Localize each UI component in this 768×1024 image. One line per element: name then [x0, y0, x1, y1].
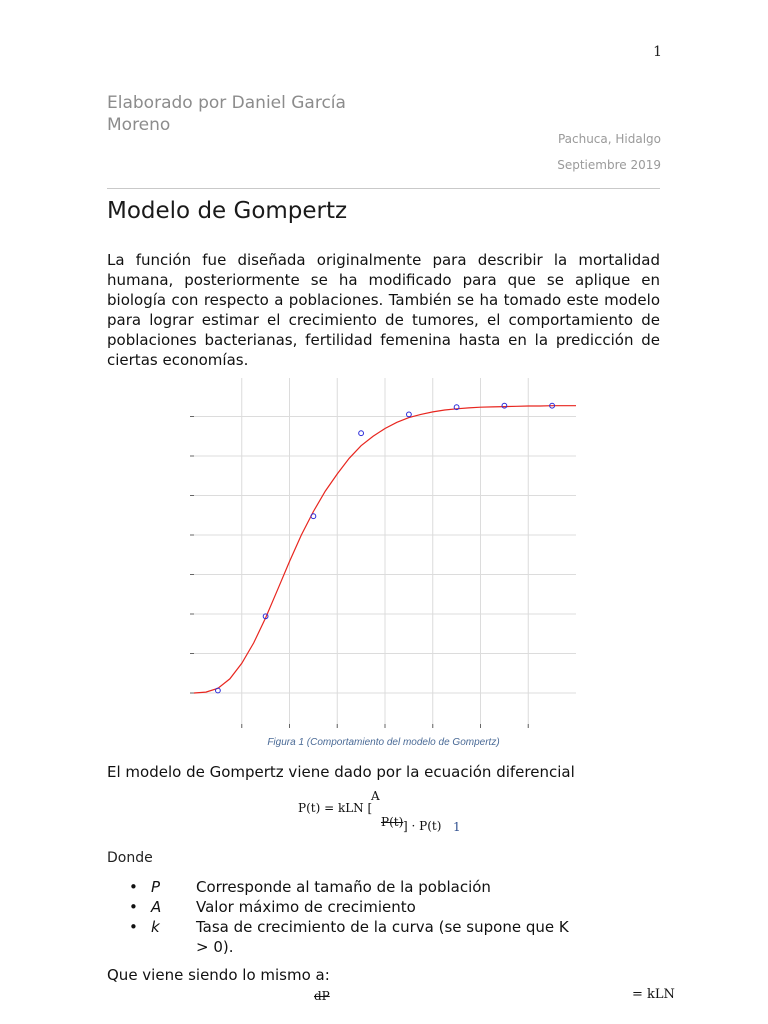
definition-text: Valor máximo de crecimiento [196, 898, 416, 916]
equation-tail: ] · P(t) [403, 819, 442, 833]
header-divider [107, 188, 660, 189]
definition-symbol: P [151, 878, 161, 896]
closing-text: Que viene siendo lo mismo a: [107, 966, 330, 984]
bullet-icon: • [129, 918, 138, 936]
intro-paragraph: La función fue diseñada originalmente para describir la mortalidad humana, posteriormente se ha modificado para que se aplique en biología con respecto a poblaciones. También se ha tomado este modelo para lograr estimar el crecimiento de tumores, el comportamiento de poblaciones bacterianas, fertilidad femenina hasta en la predicción de ciertas economías. [107, 251, 660, 369]
equation-lead: El modelo de Gompertz viene dado por la ecuación diferencial [107, 763, 575, 781]
date-label: Septiembre 2019 [557, 158, 661, 172]
data-point [311, 514, 316, 519]
data-point [359, 431, 364, 436]
figure-caption: Figura 1 (Comportamiento del modelo de Gompertz) [267, 737, 500, 748]
equation-denominator: P(t) [381, 815, 404, 829]
place-label: Pachuca, Hidalgo [557, 132, 661, 146]
definition-symbol: A [151, 898, 162, 916]
definition-symbol: k [151, 918, 160, 936]
gompertz-chart [190, 378, 578, 730]
data-point [502, 403, 507, 408]
author-name: Elaborado por Daniel García Moreno [107, 93, 346, 135]
bullet-icon: • [129, 878, 138, 896]
derivative-numerator: dP [314, 989, 330, 1003]
page-number: 1 [653, 44, 662, 60]
equation-main: P(t) = kLN [ [298, 801, 373, 815]
definition-text: Corresponde al tamaño de la población [196, 878, 491, 896]
equation-number: 1 [453, 820, 461, 834]
definitions-heading: Donde [107, 850, 153, 866]
page-title: Modelo de Gompertz [107, 198, 348, 224]
bullet-icon: • [129, 898, 138, 916]
equation-numerator: A [371, 789, 380, 803]
derivative-rhs: = kLN [632, 987, 675, 1002]
definition-text: Tasa de crecimiento de la curva (se supone que K > 0). [196, 918, 569, 956]
